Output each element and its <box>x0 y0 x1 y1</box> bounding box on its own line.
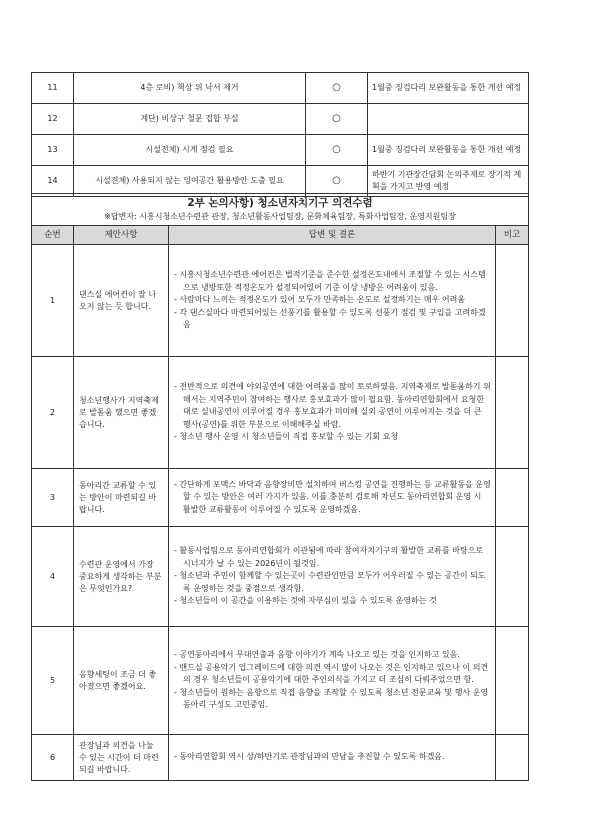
respondents-note: ※답변자: 시흥시청소년수련관 관장, 청소년활동사업팀장, 문화체육팀장, 특화사업팀장, 운영지원팀장 <box>104 212 456 221</box>
section-header <box>32 194 529 226</box>
opinion-row <box>32 735 529 781</box>
proposal-text: 댄스실 에어컨이 잘 나오지 않는 듯 합니다. <box>74 245 169 357</box>
issue-mark: ○ <box>306 166 368 197</box>
answer-cell <box>169 527 496 627</box>
header-etc: 비고 <box>496 226 529 245</box>
proposal-text: 수련관 운영에서 가장 중요하게 생각하는 부분은 무엇인가요? <box>74 527 169 627</box>
answer-line: - 전반적으로 의견에 야외공연에 대한 어려움을 많이 토로하였음. 지역축제로 발돋움하기 위해서는 지역주민이 참여하는 행사로 홍보효과가 많이 필요함. 동아리연합회에서 요청한대로 실내공연이 이루어질 경우 홍보효과가 미미해 실외 공연이 이루어지는 것을 더 큰 행사(공연)를 위한 부분으로 이해해주실 바람. <box>174 382 491 429</box>
answer-line: - 각 댄스실마다 마련되어있는 선풍기를 활용할 수 있도록 선풍기 점검 및 구입을 고려하겠음 <box>174 307 486 330</box>
issue-content: 시설전체) 시계 점검 필요 <box>74 135 306 166</box>
issue-action: 1월중 징검다리 보완활동을 통한 개선 예정 <box>368 135 529 166</box>
answer-line: - 활동사업팀으로 동아리연합회가 이관됨에 따라 참여자치기구의 활발한 교류를 바탕으로 시너지가 날 수 있는 2026년이 될것임. <box>174 546 484 568</box>
issue-action: 하반기 기관장간담회 논의주제로 장기적 계획을 가지고 반영 예정 <box>368 166 529 197</box>
opinion-row <box>32 357 529 469</box>
issue-content: 시설전체) 사용되지 않는 잉여공간 활용방안 도출 필요 <box>74 166 306 197</box>
issue-action <box>368 104 529 135</box>
proposal-text: 관장님과 의견을 나눌 수 있는 시간이 더 마련되길 바랍니다. <box>74 735 169 781</box>
answer-line: - 청소년들이 이 공간을 이용하는 것에 자부심이 있을 수 있도록 운영하는 것 <box>174 596 437 606</box>
remark-cell <box>496 469 529 527</box>
issue-mark: ○ <box>306 104 368 135</box>
answer-cell <box>169 469 496 527</box>
answer-cell <box>169 627 496 735</box>
header-proposal: 제안사항 <box>74 226 169 245</box>
answer-cell <box>169 357 496 469</box>
issue-row <box>32 135 529 166</box>
row-number: 4 <box>32 527 74 627</box>
proposal-text: 청소년행사가 지역축제로 발돋움 했으면 좋겠습니다. <box>74 357 169 469</box>
answer-cell <box>169 245 496 357</box>
row-number: 1 <box>32 245 74 357</box>
row-number: 3 <box>32 469 74 527</box>
opinion-row <box>32 469 529 527</box>
remark-cell <box>496 245 529 357</box>
answer-line: - 공연동아리에서 무대연출과 음향 이야기가 계속 나오고 있는 것을 인지하고 있음. <box>174 650 460 660</box>
opinion-row <box>32 627 529 735</box>
answer-line: - 밴드실 공용악기 업그레이드에 대한 의견 역시 많이 나오는 것은 인지하고 있으나 이 의견의 경우 청소년들이 공용악기에 대한 주인의식을 가지고 더 조심히 다뤄주었으면 함. <box>174 662 489 685</box>
row-number: 2 <box>32 357 74 469</box>
answer-line: - 청소년과 주민이 함께할 수 있는곳이 수련관인만큼 모두가 어우러질 수 있는 공간이 되도록 운영하는 것을 중점으로 생각함. <box>174 571 486 593</box>
issue-mark: ○ <box>306 73 368 104</box>
issue-row <box>32 166 529 197</box>
proposal-text: 음향세팅이 조금 더 좋아졌으면 좋겠어요. <box>74 627 169 735</box>
opinion-row <box>32 527 529 627</box>
opinion-row <box>32 245 529 357</box>
remark-cell <box>496 357 529 469</box>
remark-cell <box>496 735 529 781</box>
row-number: 5 <box>32 627 74 735</box>
issue-action: 1월중 징검다리 보완활동을 통한 개선 예정 <box>368 73 529 104</box>
issue-number: 13 <box>32 135 74 166</box>
answer-cell <box>169 735 496 781</box>
issue-content: 계단) 비상구 철문 접합 부실 <box>74 104 306 135</box>
issue-number: 14 <box>32 166 74 197</box>
issue-mark: ○ <box>306 135 368 166</box>
issue-content: 4층 로비) 책상 위 낙서 제거 <box>74 73 306 104</box>
opinion-table <box>31 193 529 781</box>
remark-cell <box>496 527 529 627</box>
answer-line: - 시흥시청소년수련관 에어컨은 법적기준을 준수한 설정온도내에서 조절할 수 있는 시스템으로 냉방또한 적정온도가 설정되어있어 기준 이상 냉방은 어려움이 있음. <box>174 270 486 292</box>
issue-row <box>32 104 529 135</box>
proposal-text: 동아리간 교류할 수 있는 방안이 마련되길 바랍니다. <box>74 469 169 527</box>
answer-line: - 사람마다 느끼는 적정온도가 있어 모두가 만족하는 온도로 설정하기는 매우 어려움 <box>174 295 466 305</box>
answer-line: - 동아리연합회 역시 상/하반기로 관장님과의 만남을 추진할 수 있도록 하겠음. <box>174 752 445 762</box>
issue-row <box>32 73 529 104</box>
section-title: 2부 논의사항) 청소년자치기구 의견수렴 <box>187 197 373 209</box>
issue-number: 12 <box>32 104 74 135</box>
issue-number: 11 <box>32 73 74 104</box>
answer-line: - 청소년들이 원하는 음향으로 직접 음향을 조작할 수 있도록 청소년 전문교육 및 행사 운영 동아리 구성도 고민중임. <box>174 687 489 710</box>
answer-line: - 청소년 행사 운영 시 청소년들이 직접 홍보할 수 있는 기회 요청 <box>174 432 399 442</box>
header-answer: 답변 및 결론 <box>169 226 496 245</box>
answer-line: - 간단하게 포맥스 바닥과 음향장비만 설치하여 버스킹 공연을 진행하는 등 교류활동을 운영할 수 있는 방안은 여러 가지가 있음. 이를 충분히 검토해 차년도 동아리연합회 운영 시 활발한 교류활동이 이루어질 수 있도록 운영하겠음. <box>174 479 491 514</box>
header-no: 순번 <box>32 226 74 245</box>
top-issues-table <box>31 72 529 197</box>
remark-cell <box>496 627 529 735</box>
row-number: 6 <box>32 735 74 781</box>
